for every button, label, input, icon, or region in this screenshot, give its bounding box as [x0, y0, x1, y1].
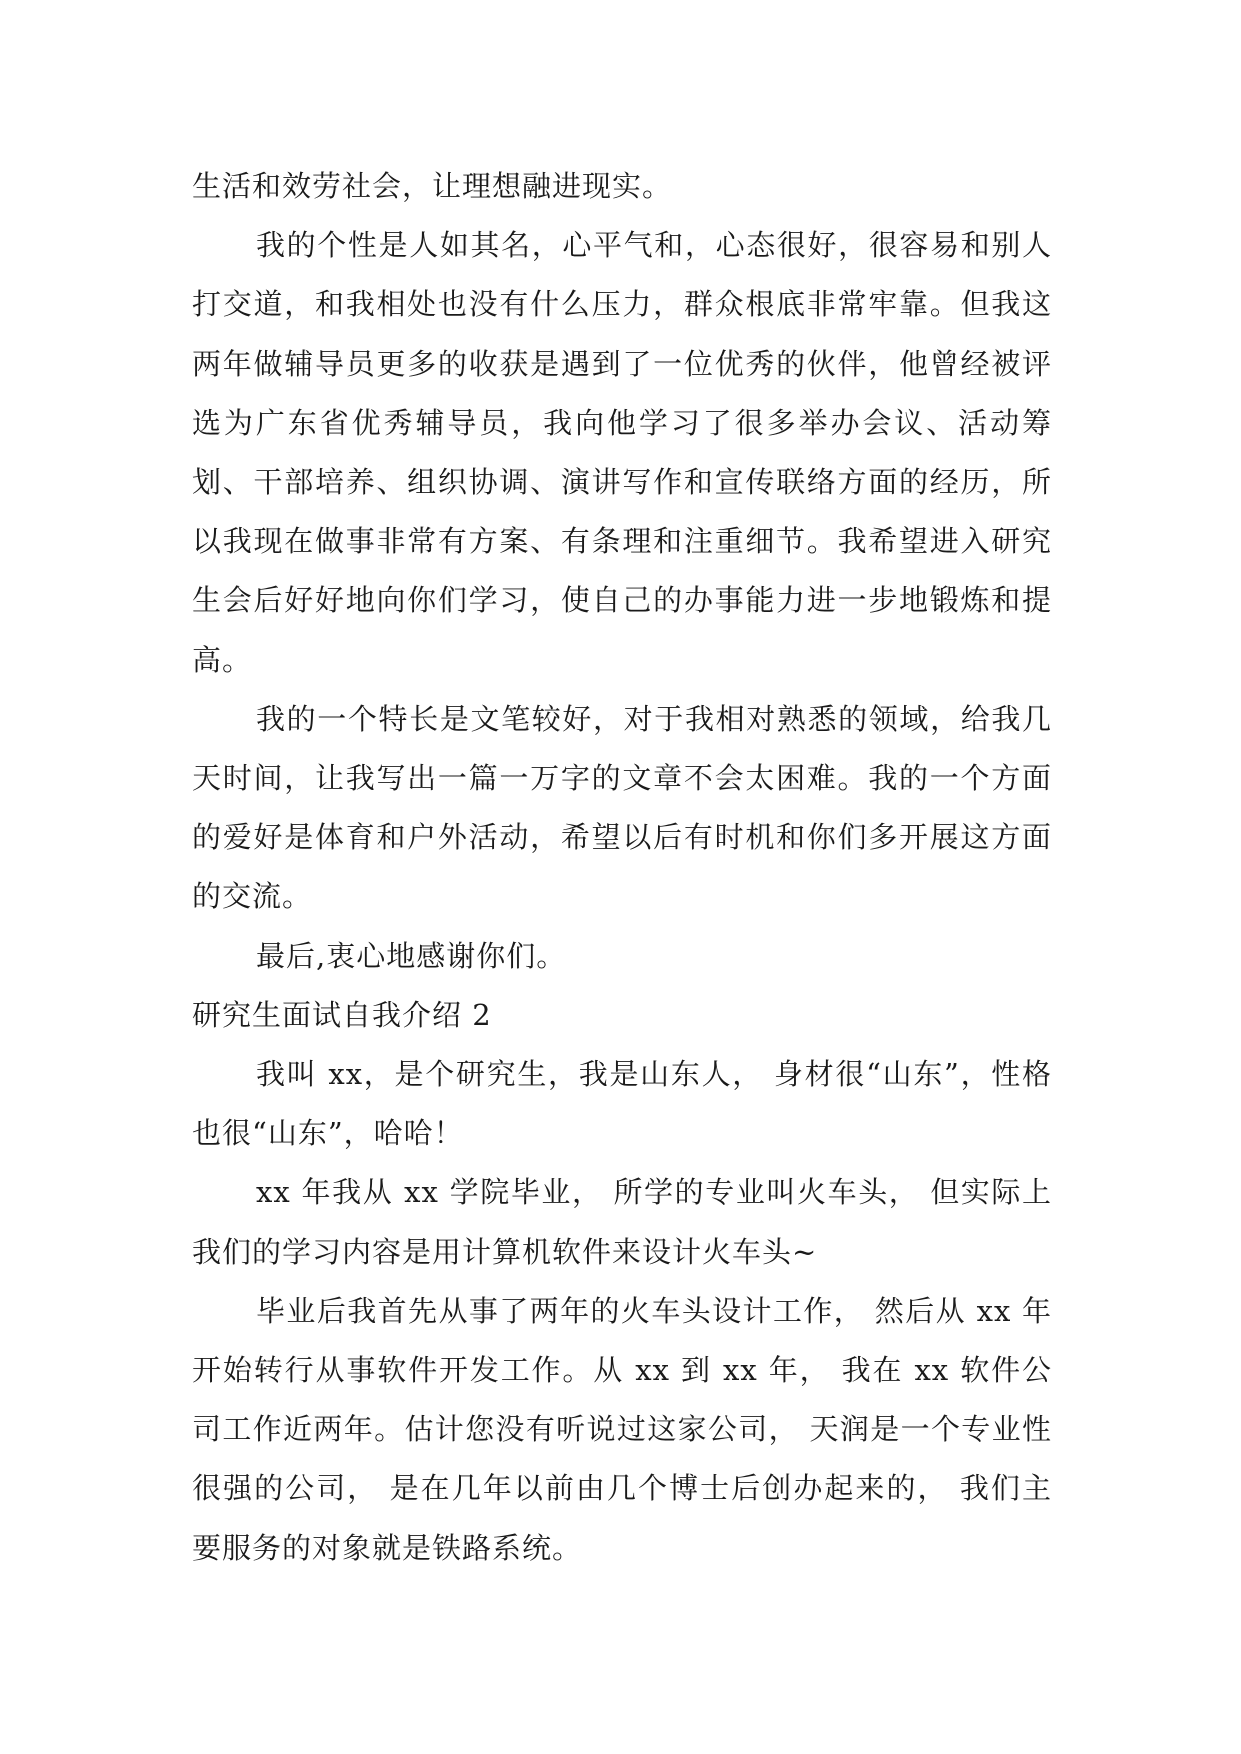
- paragraph-thanks: 最后,衷心地感谢你们。: [256, 938, 567, 973]
- document-body: [192, 157, 1052, 1578]
- paragraph-personality: 我的个性是人如其名，心平气和，心态很好，很容易和别人打交道，和我相处也没有什么压力，群众根底非常牢靠。但我这两年做辅导员更多的收获是遇到了一位优秀的伙伴，他曾经被评选为广东省优秀辅导员，我向他学习了很多举办会议、活动筹划、干部培养、组织协调、演讲写作和宣传联络方面的经历，所以我现在做事非常有方案、有条理和注重细节。我希望进入研究生会后好好地向你们学习，使自己的办事能力进一步地锻炼和提高。: [192, 228, 1052, 677]
- paragraph-education: xx 年我从 xx 学院毕业， 所学的专业叫火车头， 但实际上我们的学习内容是用计算机软件来设计火车头~: [192, 1175, 1052, 1269]
- paragraph-career: 毕业后我首先从事了两年的火车头设计工作， 然后从 xx 年开始转行从事软件开发工作。从 xx 到 xx 年， 我在 xx 软件公司工作近两年。估计您没有听说过这家公司， 天润是一个专业性很强的公司， 是在几年以前由几个博士后创办起来的， 我们主要服务的对象就是铁路系统。: [192, 1293, 1052, 1565]
- paragraph-continuation: 生活和效劳社会，让理想融进现实。: [192, 169, 673, 203]
- paragraph-name-intro: 我叫 xx，是个研究生，我是山东人， 身材很“山东”，性格也很“山东”，哈哈！: [192, 1057, 1052, 1151]
- section-heading: 研究生面试自我介绍 2: [192, 997, 492, 1032]
- paragraph-specialty: 我的一个特长是文笔较好，对于我相对熟悉的领域，给我几天时间，让我写出一篇一万字的文章不会太困难。我的一个方面的爱好是体育和户外活动，希望以后有时机和你们多开展这方面的交流。: [192, 701, 1052, 914]
